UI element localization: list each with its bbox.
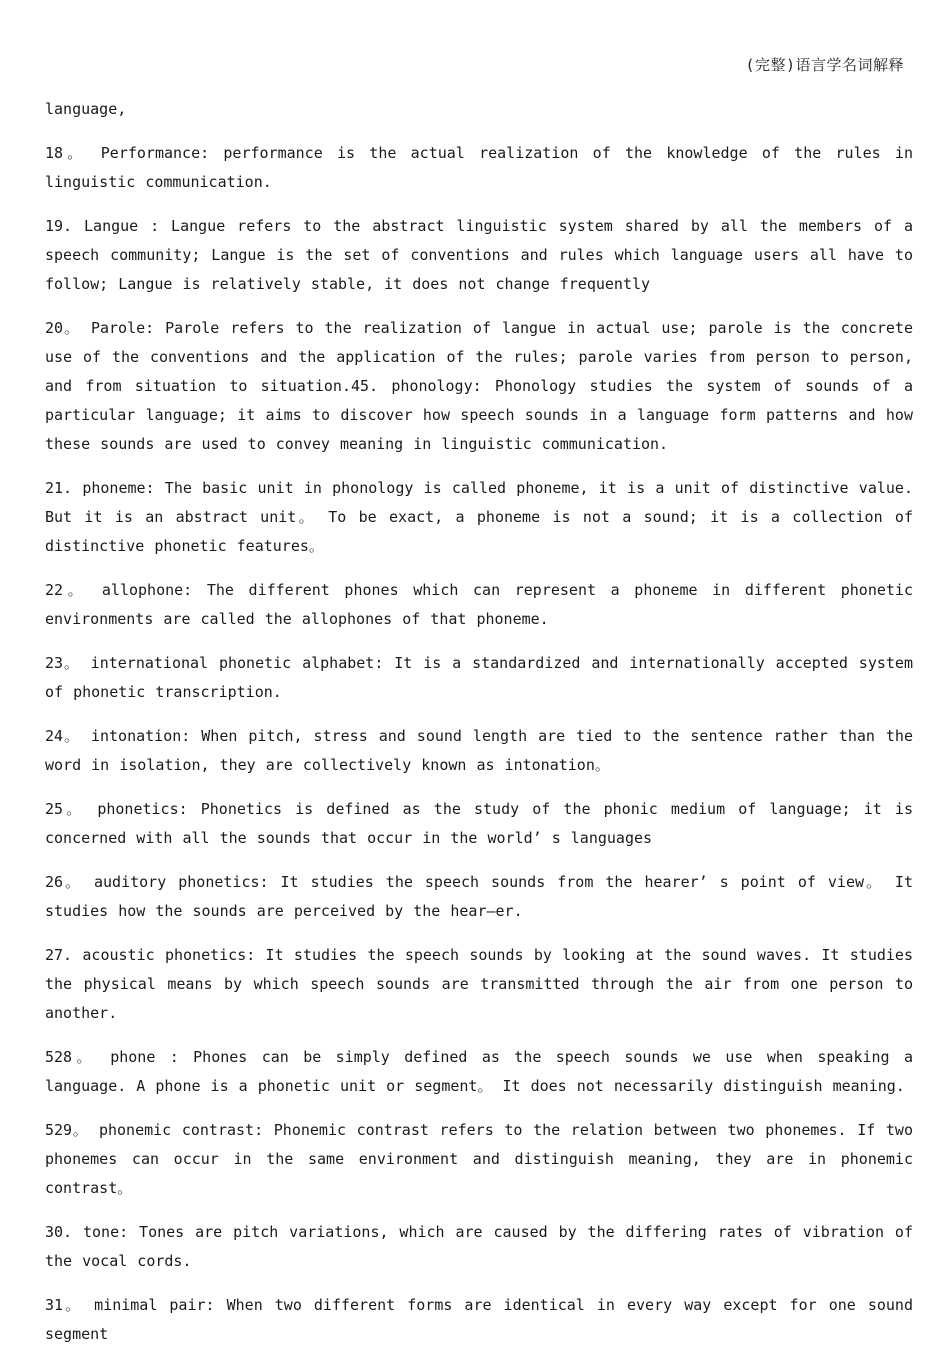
definition-ipa: 23。 international phonetic alphabet: It is a standardized and internationally accepted system of phonetic transcription.	[45, 654, 913, 701]
definition-acoustic-phonetics: 27. acoustic phonetics: It studies the speech sounds by looking at the sound waves. It studies the physical means by which speech sounds are transmitted through the air from one person to another.	[45, 946, 913, 1022]
definition-minimal-pair: 31。 minimal pair: When two different forms are identical in every way except for one sound segment	[45, 1296, 913, 1343]
definition-langue: 19. Langue : Langue refers to the abstract linguistic system shared by all the members of a speech community; Langue is the set of conventions and rules which language users all have to follow; Langue is relatively stable, it does not change frequently	[45, 217, 913, 293]
definition-parole: 20。 Parole: Parole refers to the realization of langue in actual use; parole is the concrete use of the conventions and the application of the rules; parole varies from person to person, and from situation to situation.45. phonology: Phonology studies the system of sounds of a particular language; it aims to discover how speech sounds in a language form patterns and how these sounds are used to convey meaning in linguistic communication.	[45, 319, 913, 453]
definition-phoneme: 21. phoneme: The basic unit in phonology is called phoneme, it is a unit of distinctive value. But it is an abstract unit。 To be exact, a phoneme is not a sound; it is a collection of distinctive phonetic features。	[45, 479, 913, 555]
document-body	[45, 95, 913, 1364]
page-header-title: (完整)语言学名词解释	[745, 56, 904, 74]
definition-phonemic-contrast: 529。 phonemic contrast: Phonemic contrast refers to the relation between two phonemes. If two phonemes can occur in the same environment and distinguish meaning, they are in phonemic contrast。	[45, 1121, 913, 1197]
definition-phonetics: 25。 phonetics: Phonetics is defined as the study of the phonic medium of language; it is concerned with all the sounds that occur in the world’ s languages	[45, 800, 913, 847]
definition-tone: 30. tone: Tones are pitch variations, which are caused by the differing rates of vibration of the vocal cords.	[45, 1223, 913, 1270]
definition-allophone: 22。 allophone: The different phones which can represent a phoneme in different phonetic environments are called the allophones of that phoneme.	[45, 581, 913, 628]
definition-auditory-phonetics: 26。 auditory phonetics: It studies the speech sounds from the hearer’ s point of view。 It studies how the sounds are perceived by the hear—er.	[45, 873, 913, 920]
definition-intonation: 24。 intonation: When pitch, stress and sound length are tied to the sentence rather than the word in isolation, they are collectively known as intonation。	[45, 727, 913, 774]
paragraph-continuation: language,	[45, 100, 127, 118]
definition-performance: 18。 Performance: performance is the actual realization of the knowledge of the rules in linguistic communication.	[45, 144, 913, 191]
definition-phone: 528。 phone : Phones can be simply defined as the speech sounds we use when speaking a language. A phone is a phonetic unit or segment。 It does not necessarily distinguish meaning.	[45, 1048, 913, 1095]
